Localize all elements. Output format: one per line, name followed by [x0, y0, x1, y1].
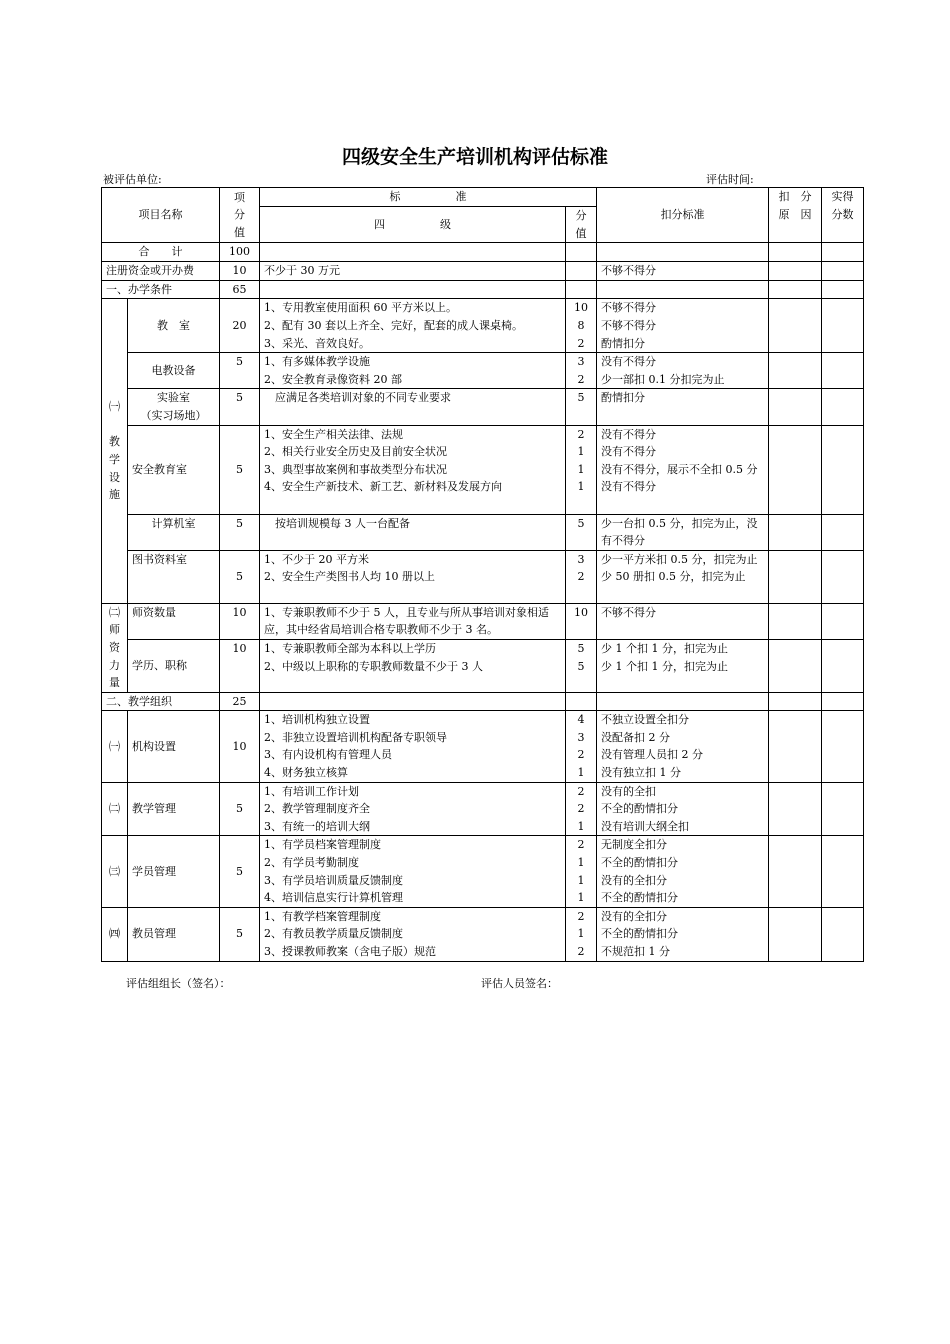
- item-score: 5: [220, 782, 260, 836]
- section-2-label: 二、教学组织: [102, 692, 220, 711]
- item-points: 2 1 1 1: [566, 836, 597, 907]
- item-name: 学员管理: [128, 836, 220, 907]
- header-actual-score: 实得 分数: [822, 188, 864, 243]
- item-score: 5: [220, 836, 260, 907]
- table-row: [102, 389, 864, 425]
- item-points: 5: [566, 389, 597, 425]
- table-row: [102, 550, 864, 603]
- item-points: 3 2: [566, 550, 597, 603]
- total-score: 100: [220, 243, 260, 262]
- item-name: 实验室 （实习场地）: [128, 389, 220, 425]
- item-score: 5: [220, 425, 260, 514]
- item-deduction: 不够不得分: [597, 603, 769, 640]
- item-points: 5 5: [566, 640, 597, 692]
- item-deduction: 没有不得分 没有不得分 没有不得分，展示不全扣 0.5 分 没有不得分: [597, 425, 769, 514]
- header-score: 分 值: [566, 207, 597, 243]
- item-name: 图书资料室: [128, 550, 220, 603]
- item-deduction: 酌情扣分: [597, 389, 769, 425]
- total-label: 合 计: [102, 243, 220, 262]
- item-name: 教学管理: [128, 782, 220, 836]
- item-name: 教 室: [128, 299, 220, 353]
- header-item-score: 项 分 值: [220, 188, 260, 243]
- total-row: [102, 243, 864, 262]
- item-points: 4 3 2 1: [566, 711, 597, 782]
- item-name: 学历、职称: [128, 640, 220, 692]
- item-deduction: 少一台扣 0.5 分，扣完为止，没有不得分: [597, 514, 769, 550]
- item-score: 10: [220, 640, 260, 692]
- capital-label: 注册资金或开办费: [102, 262, 220, 281]
- capital-deduction: 不够不得分: [597, 262, 769, 281]
- item-score: 5: [220, 907, 260, 961]
- item-points: 2 1 2: [566, 907, 597, 961]
- leader-signature-label: 评估组组长（签名）：: [126, 977, 231, 990]
- item-deduction: 没有的全扣分 不全的酌情扣分 不规范扣 1 分: [597, 907, 769, 961]
- evaluation-table: [101, 187, 864, 962]
- section-row: [102, 280, 864, 299]
- item-standard: 1、有教学档案管理制度 2、有教员教学质量反馈制度 3、授课教师教案（含电子版）规范: [260, 907, 566, 961]
- evaluated-unit-label: 被评估单位:: [103, 173, 162, 186]
- table-row: [102, 425, 864, 514]
- item-name: 机构设置: [128, 711, 220, 782]
- section-1-label: 一、办学条件: [102, 280, 220, 299]
- capital-score: 10: [220, 262, 260, 281]
- item-score: 5: [220, 514, 260, 550]
- item-standard: 1、有多媒体教学设施 2、安全教育录像资料 20 部: [260, 353, 566, 389]
- table-row: [102, 514, 864, 550]
- table-row: [102, 640, 864, 692]
- item-score: 10: [220, 603, 260, 640]
- item-standard: 1、安全生产相关法律、法规 2、相关行业安全历史及目前安全状况 3、典型事故案例和事故类型分布状况 4、安全生产新技术、新工艺、新材料及发展方向: [260, 425, 566, 514]
- item-number: ㈢: [102, 836, 128, 907]
- item-number: ㈡: [102, 782, 128, 836]
- item-number: ㈣: [102, 907, 128, 961]
- item-points: 5: [566, 514, 597, 550]
- item-standard: 1、不少于 20 平方米 2、安全生产类图书人均 10 册以上: [260, 550, 566, 603]
- item-name: 教员管理: [128, 907, 220, 961]
- header-standard: 标 准: [260, 188, 597, 207]
- eval-time-label: 评估时间:: [706, 173, 754, 186]
- item-standard: 1、有学员档案管理制度 2、有学员考勤制度 3、有学员培训质量反馈制度 4、培训信息实行计算机管理: [260, 836, 566, 907]
- item-deduction: 不独立设置全扣分 没配备扣 2 分 没有管理人员扣 2 分 没有独立扣 1 分: [597, 711, 769, 782]
- item-points: 2 1 1 1: [566, 425, 597, 514]
- item-points: 10 8 2: [566, 299, 597, 353]
- item-score: 5: [220, 550, 260, 603]
- item-score: 10: [220, 711, 260, 782]
- table-row: [102, 353, 864, 389]
- header-deduction-reason: 扣 分 原 因: [769, 188, 822, 243]
- item-standard: 1、专用教室使用面积 60 平方米以上。 2、配有 30 套以上齐全、完好，配套的成人课桌椅。 3、采光、音效良好。: [260, 299, 566, 353]
- table-row: [102, 711, 864, 782]
- item-standard: 1、专兼职教师全部为本科以上学历 2、中级以上职称的专职教师数量不少于 3 人: [260, 640, 566, 692]
- section-row: [102, 692, 864, 711]
- section-1-score: 65: [220, 280, 260, 299]
- item-score: 5: [220, 389, 260, 425]
- item-name: 电教设备: [128, 353, 220, 389]
- header-level: 四 级: [260, 207, 566, 243]
- item-deduction: 没有的全扣 不全的酌情扣分 没有培训大纲全扣: [597, 782, 769, 836]
- item-score: 5: [220, 353, 260, 389]
- table-row: [102, 907, 864, 961]
- header-row: [102, 188, 864, 207]
- item-name: 计算机室: [128, 514, 220, 550]
- item-standard: 1、培训机构独立设置 2、非独立设置培训机构配备专职领导 3、有内设机构有管理人员 4、财务独立核算: [260, 711, 566, 782]
- item-standard: 按培训规模每 3 人一台配备: [260, 514, 566, 550]
- item-points: 10: [566, 603, 597, 640]
- table-row: [102, 782, 864, 836]
- section-2-score: 25: [220, 692, 260, 711]
- header-deduction-standard: 扣分标准: [597, 188, 769, 243]
- capital-standard: 不少于 30 万元: [260, 262, 566, 281]
- item-deduction: 没有不得分 少一部扣 0.1 分扣完为止: [597, 353, 769, 389]
- facilities-group-label: ㈠ 教 学 设 施: [102, 299, 128, 603]
- table-row: [102, 603, 864, 640]
- member-signature-label: 评估人员签名：: [481, 977, 558, 990]
- item-deduction: 无制度全扣分 不全的酌情扣分 没有的全扣分 不全的酌情扣分: [597, 836, 769, 907]
- page-title: 四级安全生产培训机构评估标准: [341, 146, 608, 168]
- header-item-name: 项目名称: [102, 188, 220, 243]
- table-row: [102, 836, 864, 907]
- item-deduction: 少一平方米扣 0.5 分，扣完为止 少 50 册扣 0.5 分，扣完为止: [597, 550, 769, 603]
- item-score: 20: [220, 299, 260, 353]
- item-deduction: 少 1 个扣 1 分，扣完为止 少 1 个扣 1 分，扣完为止: [597, 640, 769, 692]
- table-row: [102, 299, 864, 353]
- item-number: ㈠: [102, 711, 128, 782]
- item-standard: 1、有培训工作计划 2、教学管理制度齐全 3、有统一的培训大纲: [260, 782, 566, 836]
- item-name: 师资数量: [128, 603, 220, 640]
- teacher-group-label: ㈡ 师 资 力 量: [102, 603, 128, 692]
- item-deduction: 不够不得分 不够不得分 酌情扣分: [597, 299, 769, 353]
- item-points: 3 2: [566, 353, 597, 389]
- item-standard: 应满足各类培训对象的不同专业要求: [260, 389, 566, 425]
- item-name: 安全教育室: [128, 425, 220, 514]
- item-points: 2 2 1: [566, 782, 597, 836]
- capital-row: [102, 262, 864, 281]
- item-standard: 1、专兼职教师不少于 5 人，且专业与所从事培训对象相适应，其中经省局培训合格专职教师不少于 3 名。: [260, 603, 566, 640]
